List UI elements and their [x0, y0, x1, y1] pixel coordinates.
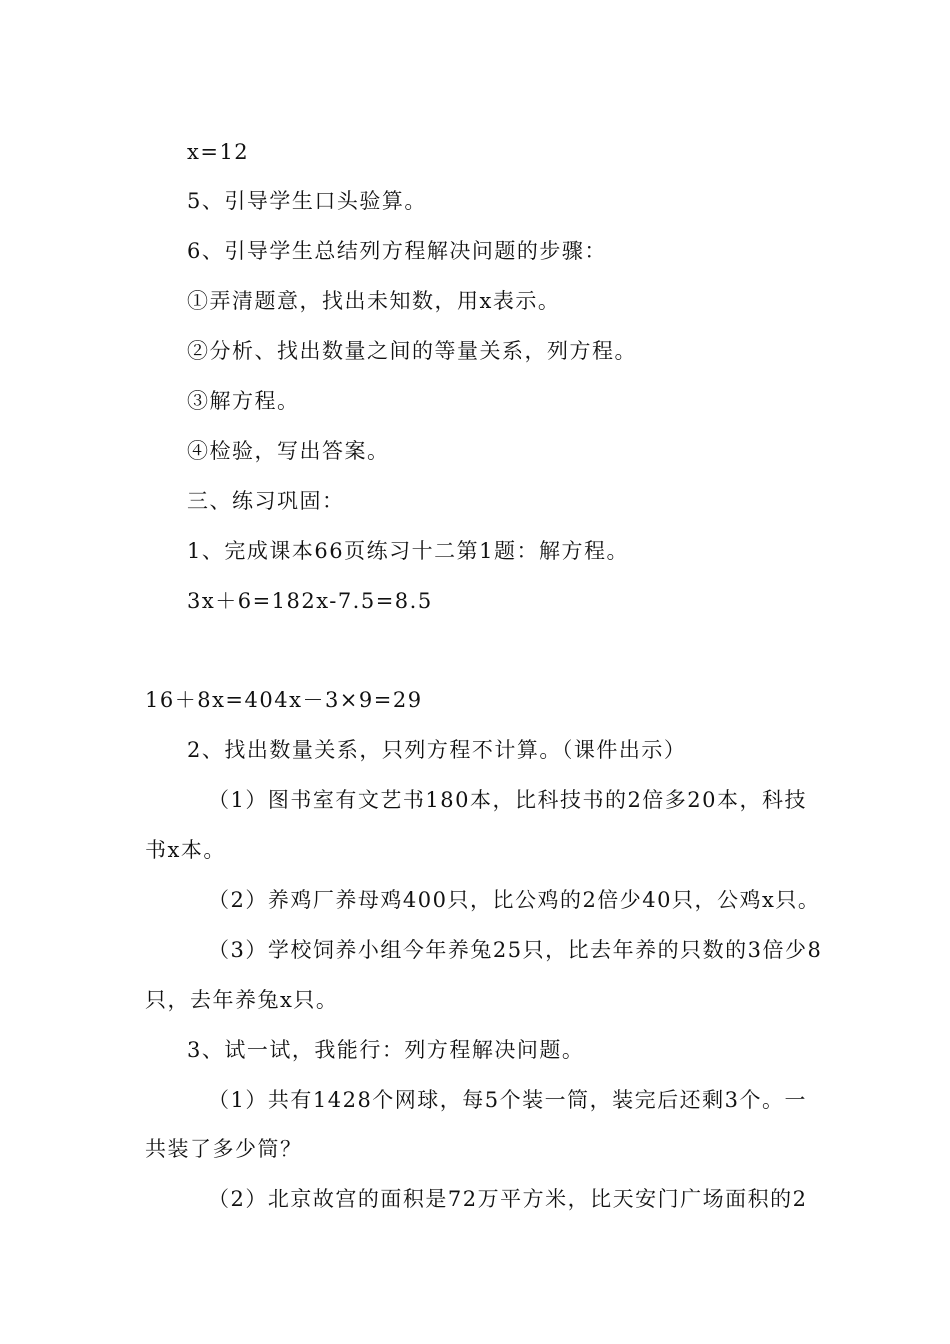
text-line: x=12	[187, 140, 250, 164]
text-line: 3、试一试，我能行：列方程解决问题。	[187, 1038, 585, 1062]
text-line: ④检验，写出答案。	[187, 439, 390, 463]
text-line: ②分析、找出数量之间的等量关系，列方程。	[187, 339, 637, 363]
equation-line: 3x＋6=182x-7.5=8.5	[187, 589, 433, 613]
text-line: ①弄清题意，找出未知数，用x表示。	[187, 289, 561, 313]
text-line: 1、完成课本66页练习十二第1题：解方程。	[187, 539, 629, 563]
text-line: （1）共有1428个网球，每5个装一筒，装完后还剩3个。一	[208, 1088, 808, 1112]
text-line: 共装了多少筒？	[145, 1137, 303, 1161]
equation-line: 16＋8x=404x－3×9=29	[145, 688, 423, 712]
section-heading: 三、练习巩固：	[187, 489, 345, 513]
text-line: （2）北京故宫的面积是72万平方米，比天安门广场面积的2	[208, 1187, 808, 1211]
text-line: 只，去年养兔x只。	[145, 988, 339, 1012]
text-line: （2）养鸡厂养母鸡400只，比公鸡的2倍少40只，公鸡x只。	[208, 888, 821, 912]
text-line: 书x本。	[145, 838, 226, 862]
text-line: （1）图书室有文艺书180本，比科技书的2倍多20本，科技	[208, 788, 808, 812]
text-line: 2、找出数量关系，只列方程不计算。（课件出示）	[187, 738, 687, 762]
text-line: 5、引导学生口头验算。	[187, 189, 427, 213]
text-line: ③解方程。	[187, 389, 300, 413]
text-line: （3）学校饲养小组今年养兔25只，比去年养的只数的3倍少8	[208, 938, 823, 962]
text-line: 6、引导学生总结列方程解决问题的步骤：	[187, 239, 607, 263]
